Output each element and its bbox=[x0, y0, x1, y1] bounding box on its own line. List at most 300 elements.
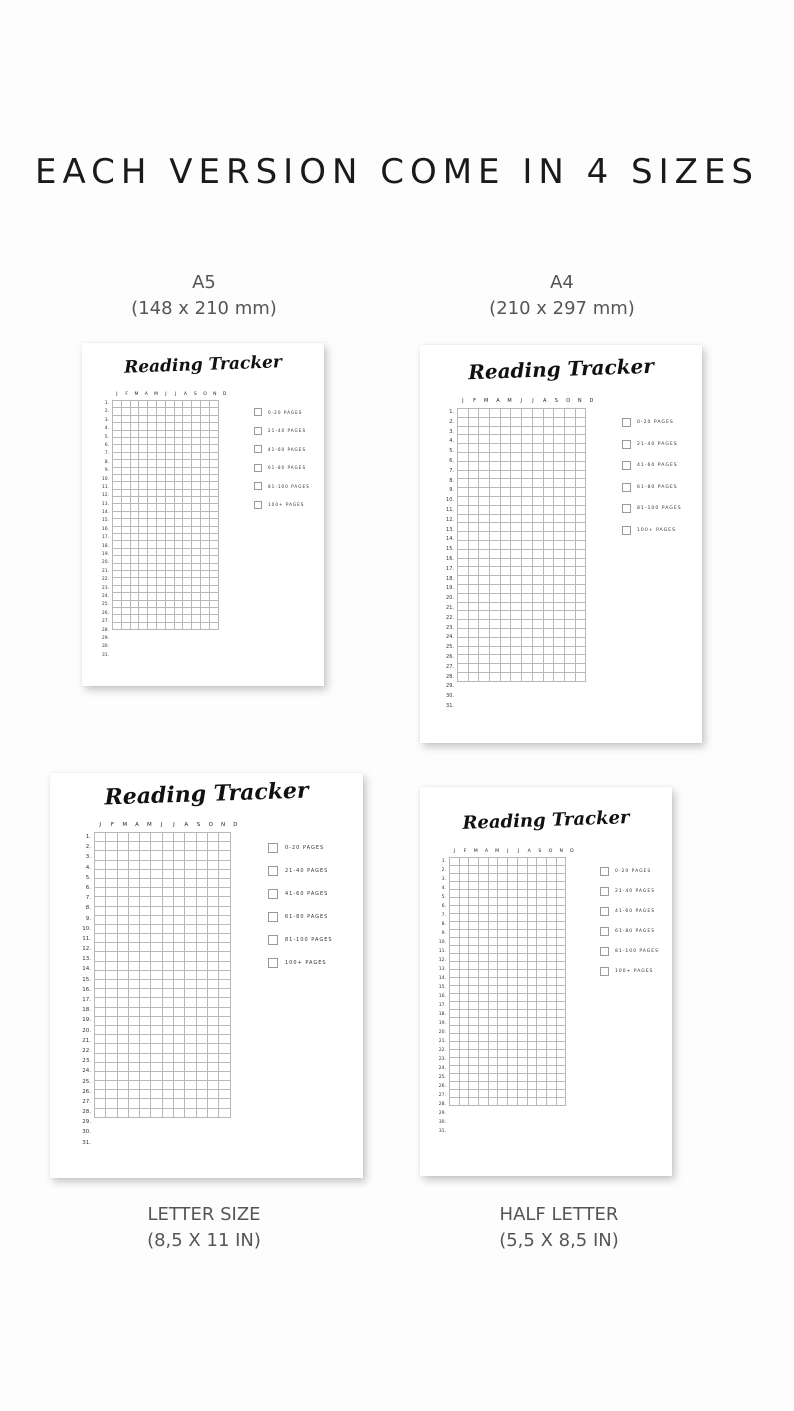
grid-cell bbox=[533, 488, 544, 497]
day-label: 16. bbox=[446, 555, 454, 562]
grid-cell bbox=[458, 418, 469, 427]
grid-cell bbox=[498, 914, 508, 922]
grid-cell bbox=[501, 664, 512, 673]
grid-cell bbox=[148, 475, 157, 482]
day-label: 13. bbox=[446, 526, 454, 533]
grid-cell bbox=[163, 1026, 174, 1035]
grid-cell bbox=[508, 978, 518, 986]
grid-cell bbox=[174, 851, 185, 860]
grid-cell bbox=[118, 1017, 129, 1026]
grid-cell bbox=[208, 943, 219, 952]
grid-cell bbox=[533, 497, 544, 506]
grid-cell bbox=[460, 1074, 470, 1082]
grid-cell bbox=[148, 519, 157, 526]
grid-cell bbox=[533, 673, 544, 682]
day-label: 26. bbox=[438, 1084, 446, 1089]
grid-cell bbox=[557, 1018, 567, 1026]
day-label: 21. bbox=[82, 1037, 91, 1044]
grid-cell bbox=[174, 971, 185, 980]
grid-cell bbox=[183, 593, 192, 600]
grid-cell bbox=[511, 444, 522, 453]
grid-cell bbox=[511, 603, 522, 612]
grid-cell bbox=[458, 603, 469, 612]
grid-cell bbox=[106, 1063, 117, 1072]
grid-cell bbox=[185, 971, 196, 980]
grid-cell bbox=[576, 594, 587, 603]
legend-label: 81-100 PAGES bbox=[285, 936, 333, 943]
grid-cell bbox=[479, 962, 489, 970]
grid-cell bbox=[151, 907, 162, 916]
grid-cell bbox=[469, 523, 480, 532]
grid-cell bbox=[129, 943, 140, 952]
grid-cell bbox=[450, 978, 460, 986]
day-label: 2. bbox=[449, 418, 454, 425]
grid-cell bbox=[210, 475, 219, 482]
grid-cell bbox=[113, 615, 122, 622]
grid-cell bbox=[460, 882, 470, 890]
grid-cell bbox=[140, 1090, 151, 1099]
grid-cell bbox=[458, 629, 469, 638]
grid-cell bbox=[183, 512, 192, 519]
grid-cell bbox=[148, 438, 157, 445]
grid-cell bbox=[95, 943, 106, 952]
grid-cell bbox=[501, 576, 512, 585]
grid-cell bbox=[129, 989, 140, 998]
grid-cell bbox=[469, 994, 479, 1002]
grid-cell bbox=[469, 550, 480, 559]
grid-cell bbox=[508, 914, 518, 922]
grid-cell bbox=[151, 998, 162, 1007]
grid-cell bbox=[166, 482, 175, 489]
grid-cell bbox=[140, 1044, 151, 1053]
grid-cell bbox=[450, 866, 460, 874]
grid-cell bbox=[118, 833, 129, 842]
grid-cell bbox=[469, 1058, 479, 1066]
grid-cell bbox=[544, 479, 555, 488]
grid-cell bbox=[148, 623, 157, 630]
day-label: 11. bbox=[446, 506, 454, 513]
grid-cell bbox=[518, 866, 528, 874]
grid-cell bbox=[210, 504, 219, 511]
grid-cell bbox=[151, 980, 162, 989]
grid-cell bbox=[139, 608, 148, 615]
grid-cell bbox=[518, 882, 528, 890]
grid-cell bbox=[113, 571, 122, 578]
grid-cell bbox=[129, 1099, 140, 1108]
grid-cell bbox=[469, 930, 479, 938]
grid-cell bbox=[185, 1026, 196, 1035]
grid-cell bbox=[163, 1109, 174, 1118]
grid-cell bbox=[498, 962, 508, 970]
grid-cell bbox=[533, 479, 544, 488]
grid-cell bbox=[511, 567, 522, 576]
grid-cell bbox=[157, 431, 166, 438]
grid-cell bbox=[489, 1010, 499, 1018]
grid-cell bbox=[528, 1026, 538, 1034]
grid-cell bbox=[528, 1058, 538, 1066]
grid-cell bbox=[537, 1058, 547, 1066]
grid-cell bbox=[210, 564, 219, 571]
grid-cell bbox=[522, 611, 533, 620]
grid-cell bbox=[148, 593, 157, 600]
grid-cell bbox=[131, 564, 140, 571]
grid-cell bbox=[508, 1098, 518, 1106]
grid-cell bbox=[528, 962, 538, 970]
grid-cell bbox=[183, 438, 192, 445]
size-caption-half-letter bbox=[459, 1202, 659, 1254]
grid-cell bbox=[518, 1042, 528, 1050]
grid-cell bbox=[208, 934, 219, 943]
grid-cell bbox=[469, 1074, 479, 1082]
grid-cell bbox=[479, 882, 489, 890]
grid-cell bbox=[192, 423, 201, 430]
month-label: N bbox=[559, 849, 563, 854]
grid-cell bbox=[554, 585, 565, 594]
grid-cell bbox=[118, 1035, 129, 1044]
grid-cell bbox=[544, 444, 555, 453]
grid-cell bbox=[511, 515, 522, 524]
grid-cell bbox=[479, 914, 489, 922]
grid-cell bbox=[533, 418, 544, 427]
grid-cell bbox=[501, 427, 512, 436]
grid-cell bbox=[219, 980, 230, 989]
grid-cell bbox=[197, 1063, 208, 1072]
grid-cell bbox=[554, 664, 565, 673]
legend-checkbox bbox=[622, 440, 631, 449]
grid-cell bbox=[151, 916, 162, 925]
grid-cell bbox=[163, 1099, 174, 1108]
legend-label: 100+ PAGES bbox=[637, 527, 676, 533]
grid-cell bbox=[489, 962, 499, 970]
grid-cell bbox=[118, 851, 129, 860]
grid-cell bbox=[479, 435, 490, 444]
grid-cell bbox=[185, 1081, 196, 1090]
grid-cell bbox=[450, 994, 460, 1002]
grid-cell bbox=[528, 1018, 538, 1026]
grid-cell bbox=[460, 1026, 470, 1034]
grid-cell bbox=[197, 980, 208, 989]
grid-cell bbox=[185, 1109, 196, 1118]
grid-cell bbox=[139, 416, 148, 423]
grid-cell bbox=[469, 1090, 479, 1098]
grid-cell bbox=[511, 655, 522, 664]
grid-cell bbox=[122, 623, 131, 630]
grid-cell bbox=[557, 938, 567, 946]
grid-cell bbox=[554, 567, 565, 576]
grid-cell bbox=[537, 866, 547, 874]
grid-cell bbox=[157, 593, 166, 600]
grid-cell bbox=[183, 601, 192, 608]
day-label: 22. bbox=[101, 577, 109, 583]
grid-cell bbox=[208, 842, 219, 851]
grid-cell bbox=[547, 986, 557, 994]
grid-cell bbox=[450, 1010, 460, 1018]
grid-cell bbox=[118, 861, 129, 870]
grid-cell bbox=[547, 890, 557, 898]
grid-cell bbox=[129, 1109, 140, 1118]
grid-cell bbox=[469, 882, 479, 890]
grid-cell bbox=[113, 534, 122, 541]
grid-cell bbox=[522, 559, 533, 568]
grid-cell bbox=[508, 882, 518, 890]
grid-cell bbox=[547, 1098, 557, 1106]
grid-cell bbox=[192, 593, 201, 600]
grid-cell bbox=[469, 471, 480, 480]
day-label: 10. bbox=[446, 497, 454, 504]
grid-cell bbox=[166, 527, 175, 534]
grid-cell bbox=[175, 564, 184, 571]
grid-cell bbox=[185, 1044, 196, 1053]
month-label: N bbox=[221, 822, 226, 828]
day-label: 7. bbox=[449, 467, 454, 474]
grid-cell bbox=[118, 916, 129, 925]
day-label: 16. bbox=[82, 986, 91, 993]
grid-cell bbox=[95, 1035, 106, 1044]
day-label: 28. bbox=[438, 1102, 446, 1107]
grid-cell bbox=[174, 888, 185, 897]
grid-cell bbox=[460, 866, 470, 874]
grid-cell bbox=[557, 1042, 567, 1050]
grid-cell bbox=[479, 930, 489, 938]
grid-cell bbox=[489, 1098, 499, 1106]
legend-checkbox bbox=[268, 958, 278, 968]
grid-cell bbox=[533, 506, 544, 515]
grid-cell bbox=[508, 994, 518, 1002]
grid-cell bbox=[576, 515, 587, 524]
grid-cell bbox=[185, 907, 196, 916]
grid-cell bbox=[544, 620, 555, 629]
grid-cell bbox=[537, 1090, 547, 1098]
grid-cell bbox=[95, 925, 106, 934]
day-label: 13. bbox=[101, 501, 109, 507]
grid-cell bbox=[518, 962, 528, 970]
grid-cell bbox=[208, 971, 219, 980]
grid-cell bbox=[469, 506, 480, 515]
grid-cell bbox=[501, 638, 512, 647]
day-label: 8. bbox=[104, 459, 109, 465]
grid-cell bbox=[201, 475, 210, 482]
grid-cell bbox=[201, 571, 210, 578]
grid-cell bbox=[148, 556, 157, 563]
grid-cell bbox=[148, 571, 157, 578]
grid-cell bbox=[210, 438, 219, 445]
grid-cell bbox=[210, 623, 219, 630]
grid-cell bbox=[489, 1018, 499, 1026]
grid-cell bbox=[131, 623, 140, 630]
grid-cell bbox=[175, 482, 184, 489]
grid-cell bbox=[157, 475, 166, 482]
month-label: M bbox=[484, 398, 489, 404]
grid-cell bbox=[166, 490, 175, 497]
grid-cell bbox=[498, 1090, 508, 1098]
grid-cell bbox=[192, 527, 201, 534]
grid-cell bbox=[192, 445, 201, 452]
grid-cell bbox=[157, 586, 166, 593]
grid-cell bbox=[544, 559, 555, 568]
grid-cell bbox=[576, 541, 587, 550]
grid-cell bbox=[537, 1066, 547, 1074]
grid-cell bbox=[174, 1081, 185, 1090]
grid-cell bbox=[201, 438, 210, 445]
grid-cell bbox=[148, 490, 157, 497]
day-label: 16. bbox=[101, 526, 109, 532]
grid-cell bbox=[106, 925, 117, 934]
grid-cell bbox=[219, 1017, 230, 1026]
grid-cell bbox=[148, 460, 157, 467]
grid-cell bbox=[148, 497, 157, 504]
grid-cell bbox=[528, 970, 538, 978]
grid-cell bbox=[106, 1054, 117, 1063]
grid-cell bbox=[565, 638, 576, 647]
grid-cell bbox=[490, 664, 501, 673]
grid-cell bbox=[479, 453, 490, 462]
grid-cell bbox=[565, 488, 576, 497]
grid-cell bbox=[522, 550, 533, 559]
grid-cell bbox=[139, 482, 148, 489]
grid-cell bbox=[185, 888, 196, 897]
grid-cell bbox=[508, 970, 518, 978]
grid-cell bbox=[576, 647, 587, 656]
legend-checkbox bbox=[600, 927, 609, 936]
tracker-grid bbox=[112, 400, 219, 630]
grid-cell bbox=[106, 1026, 117, 1035]
legend-item bbox=[254, 403, 310, 422]
month-label: J bbox=[116, 392, 118, 397]
grid-cell bbox=[522, 638, 533, 647]
grid-cell bbox=[554, 594, 565, 603]
grid-cell bbox=[106, 851, 117, 860]
grid-cell bbox=[131, 571, 140, 578]
grid-cell bbox=[192, 512, 201, 519]
grid-cell bbox=[129, 1008, 140, 1017]
half-letter-sheet bbox=[420, 787, 672, 1176]
grid-cell bbox=[175, 601, 184, 608]
grid-cell bbox=[140, 1081, 151, 1090]
grid-cell bbox=[201, 453, 210, 460]
size-caption-a5 bbox=[104, 270, 304, 322]
grid-cell bbox=[148, 608, 157, 615]
grid-cell bbox=[547, 1050, 557, 1058]
month-label: J bbox=[507, 849, 509, 854]
grid-cell bbox=[174, 916, 185, 925]
grid-cell bbox=[175, 623, 184, 630]
grid-cell bbox=[175, 445, 184, 452]
grid-cell bbox=[185, 1072, 196, 1081]
grid-cell bbox=[208, 907, 219, 916]
grid-cell bbox=[151, 1054, 162, 1063]
grid-cell bbox=[210, 408, 219, 415]
grid-cell bbox=[511, 427, 522, 436]
legend-checkbox bbox=[268, 866, 278, 876]
grid-cell bbox=[122, 482, 131, 489]
grid-cell bbox=[185, 998, 196, 1007]
grid-cell bbox=[565, 629, 576, 638]
grid-cell bbox=[501, 444, 512, 453]
grid-cell bbox=[197, 870, 208, 879]
grid-cell bbox=[528, 954, 538, 962]
grid-cell bbox=[151, 833, 162, 842]
grid-cell bbox=[118, 897, 129, 906]
grid-cell bbox=[208, 1008, 219, 1017]
grid-cell bbox=[95, 833, 106, 842]
grid-cell bbox=[131, 401, 140, 408]
grid-cell bbox=[498, 1050, 508, 1058]
grid-cell bbox=[522, 673, 533, 682]
grid-cell bbox=[537, 890, 547, 898]
grid-cell bbox=[157, 556, 166, 563]
grid-cell bbox=[139, 541, 148, 548]
month-label: F bbox=[463, 849, 467, 854]
day-label: 28. bbox=[101, 627, 109, 633]
size-name: A5 bbox=[192, 272, 216, 293]
grid-cell bbox=[544, 541, 555, 550]
grid-cell bbox=[489, 954, 499, 962]
grid-cell bbox=[129, 934, 140, 943]
grid-cell bbox=[469, 986, 479, 994]
grid-cell bbox=[185, 897, 196, 906]
grid-cell bbox=[557, 1034, 567, 1042]
grid-cell bbox=[498, 890, 508, 898]
grid-cell bbox=[479, 970, 489, 978]
grid-cell bbox=[197, 1017, 208, 1026]
grid-cell bbox=[518, 890, 528, 898]
grid-cell bbox=[458, 427, 469, 436]
grid-cell bbox=[174, 1026, 185, 1035]
grid-cell bbox=[458, 673, 469, 682]
grid-cell bbox=[95, 879, 106, 888]
grid-cell bbox=[166, 460, 175, 467]
grid-cell bbox=[576, 567, 587, 576]
grid-cell bbox=[511, 550, 522, 559]
grid-cell bbox=[201, 401, 210, 408]
grid-cell bbox=[533, 664, 544, 673]
grid-cell bbox=[192, 519, 201, 526]
grid-cell bbox=[157, 490, 166, 497]
grid-cell bbox=[174, 1054, 185, 1063]
grid-cell bbox=[460, 874, 470, 882]
grid-cell bbox=[498, 1026, 508, 1034]
grid-cell bbox=[547, 978, 557, 986]
grid-cell bbox=[554, 620, 565, 629]
grid-cell bbox=[450, 1050, 460, 1058]
grid-cell bbox=[174, 943, 185, 952]
grid-cell bbox=[458, 647, 469, 656]
grid-cell bbox=[522, 479, 533, 488]
grid-cell bbox=[122, 541, 131, 548]
day-label: 25. bbox=[101, 602, 109, 608]
grid-cell bbox=[163, 971, 174, 980]
grid-cell bbox=[185, 989, 196, 998]
grid-cell bbox=[118, 1063, 129, 1072]
grid-cell bbox=[166, 549, 175, 556]
grid-cell bbox=[547, 1002, 557, 1010]
grid-cell bbox=[106, 1081, 117, 1090]
grid-cell bbox=[533, 638, 544, 647]
grid-cell bbox=[151, 1099, 162, 1108]
month-label: A bbox=[183, 392, 188, 397]
grid-cell bbox=[139, 556, 148, 563]
grid-cell bbox=[450, 882, 460, 890]
legend-item bbox=[254, 422, 310, 441]
grid-cell bbox=[201, 556, 210, 563]
grid-cell bbox=[113, 512, 122, 519]
grid-cell bbox=[157, 512, 166, 519]
grid-cell bbox=[565, 585, 576, 594]
month-label: M bbox=[473, 849, 478, 854]
grid-cell bbox=[498, 986, 508, 994]
grid-cell bbox=[122, 431, 131, 438]
grid-cell bbox=[122, 556, 131, 563]
